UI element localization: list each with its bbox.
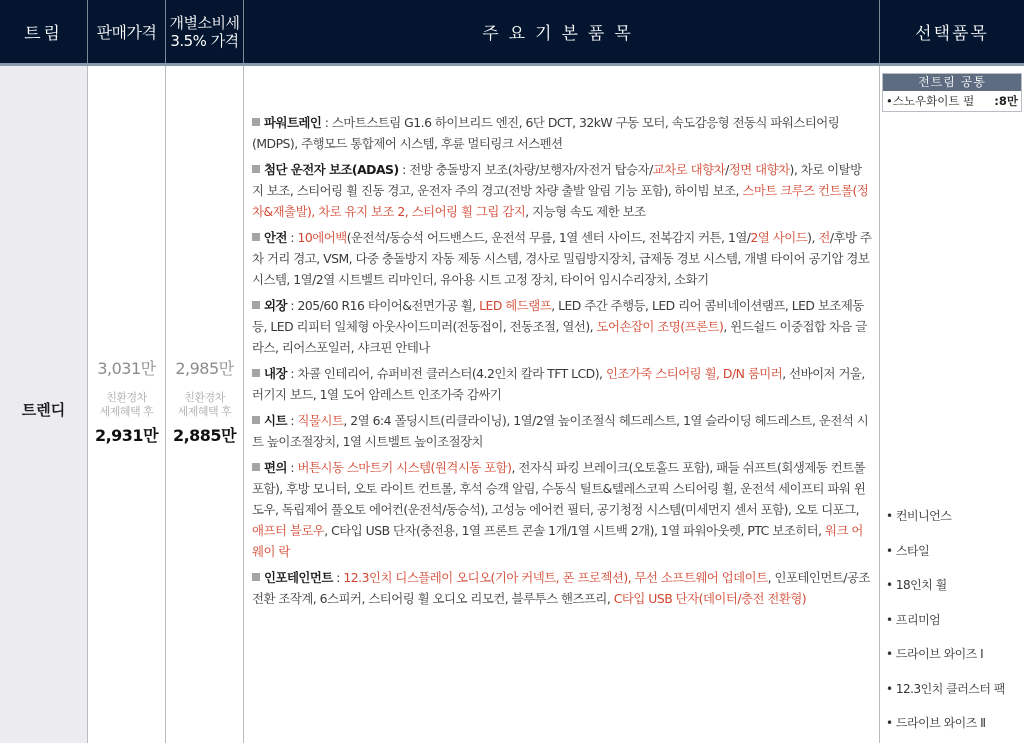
option-item-drive-wise-1: • 드라이브 와이즈 Ⅰ xyxy=(886,647,984,661)
header-options: 선택품목 xyxy=(915,24,989,44)
feature-highlight-text: 정면 대향차 xyxy=(728,162,790,177)
square-bullet-icon xyxy=(252,369,260,377)
header-tax-line2: 3.5% 가격 xyxy=(170,31,239,50)
option-list xyxy=(886,504,1022,746)
square-bullet-icon xyxy=(252,301,260,309)
header-trim: 트림 xyxy=(0,0,88,63)
feature-highlight-text: 스마트 크루즈 컨트롤(정차&재출발), 차로 유지 보조 2, 스티어링 휠 그립 감지 xyxy=(252,183,869,219)
header-price: 판매가격 xyxy=(88,0,166,63)
square-bullet-icon xyxy=(252,233,260,241)
feature-highlight-text: C타입 USB 단자(데이터/충전 전환형) xyxy=(613,591,807,606)
feature-text: 차콜 인테리어, 슈퍼비전 클러스터(4.2인치 칼라 TFT LCD), xyxy=(297,366,606,381)
feature-text: ), 차로 이탈방지 보조, 스티어링 휠 진동 경고, 운전자 주의 경고(전방 차량 출발 알림 기능 포함), 하이빔 보조, xyxy=(252,162,862,198)
price-cell xyxy=(88,66,166,743)
table-header xyxy=(0,0,1024,66)
square-bullet-icon xyxy=(252,165,260,173)
feature-item: 시트 : 직물시트, 2열 6:4 폴딩시트(리클라이닝), 1열/2열 높이조절식 헤드레스트, 1열 슬라이딩 헤드레스트, 운전석 시트 높이조절장치, 1열 시트벨트 높이조절장치 xyxy=(252,413,869,449)
trim-name: 트렌디 xyxy=(21,401,66,419)
common-option-label: •스노우화이트 펄 xyxy=(886,94,975,108)
tax-price-original: 2,985만 xyxy=(175,359,234,378)
feature-category: 인포테인먼트 xyxy=(264,570,333,585)
option-item-cluster-pack: • 12.3인치 클러스터 팩 xyxy=(886,681,1005,696)
price-note-line2: 세제혜택 후 xyxy=(99,405,154,418)
square-bullet-icon xyxy=(252,573,260,581)
feature-text: , 2열 6:4 폴딩시트(리클라이닝), 1열/2열 높이조절식 헤드레스트, 1열 슬라이딩 헤드레스트, 운전석 시트 높이조절장치, 1열 시트벨트 높이조절장치 xyxy=(252,413,869,449)
feature-text: , 인포테인먼트/공조 전환 조작계, 6스피커, 스티어링 휠 오디오 리모컨, 블루투스 핸즈프리, xyxy=(252,570,870,606)
price-original: 3,031만 xyxy=(97,359,156,378)
feature-category: 첨단 운전자 보조(ADAS) xyxy=(264,162,399,177)
tax-price-note-line2: 세제혜택 후 xyxy=(177,405,232,418)
tax-price-note xyxy=(166,391,243,419)
feature-text: , LED 주간 주행등, LED 리어 콤비네이션램프, LED 보조제동등, LED 리피터 일체형 아웃사이드미러(전동접이, 전동조절, 열선), xyxy=(252,298,864,334)
feature-highlight-text: 직물시트 xyxy=(297,413,344,428)
common-options-box xyxy=(882,73,1022,112)
option-item-style: • 스타일 xyxy=(886,543,930,558)
feature-highlight-text: 도어손잡이 조명(프론트) xyxy=(596,319,724,334)
feature-category: 내장 xyxy=(264,366,287,381)
feature-item: 내장 : 차콜 인테리어, 슈퍼비전 클러스터(4.2인치 칼라 TFT LCD), 인조가죽 스티어링 휠, D/N 룸미러, 선바이저 거울, 러기지 보드, 1열 도어 암레스트 인조가죽 감싸기 xyxy=(252,366,865,402)
feature-highlight-text: 2열 사이드 xyxy=(750,230,808,245)
feature-highlight-text: 애프터 블로우 xyxy=(252,523,325,538)
tax-price-final: 2,885만 xyxy=(172,426,237,445)
feature-text: , 전자식 파킹 브레이크(오토홀드 포함), 패들 쉬프트(회생제동 컨트롤 포함), 후방 모니터, 오토 라이트 컨트롤, 후석 승객 알림, 수동식 틸트&텔레스코픽 스티어링 휠, 운전석 세이프티 파워 윈도우, 독립제어 풀오토 에어컨(운전석/동승석), 고성능 에어컨 필터, 공기청정 시스템(미세먼지 센서 포함), 오토 디포그, xyxy=(252,460,866,517)
feature-highlight-text: 인조가죽 스티어링 휠, D/N 룸미러 xyxy=(605,366,783,381)
features-cell xyxy=(244,66,880,743)
common-options-title: 전트림 공통 xyxy=(883,74,1021,91)
feature-highlight-text: 12.3인치 디스플레이 오디오(기아 커넥트, 폰 프로젝션), 무선 소프트웨어 업데이트 xyxy=(343,570,768,585)
option-item-18inch-wheel: • 18인치 휠 xyxy=(886,578,947,592)
feature-list xyxy=(252,112,872,614)
trim-cell xyxy=(0,66,88,743)
feature-highlight-text: 10에어백 xyxy=(297,230,347,245)
price-final: 2,931만 xyxy=(94,426,159,445)
common-option-item xyxy=(883,91,1021,111)
feature-item: 인포테인먼트 : 12.3인치 디스플레이 오디오(기아 커넥트, 폰 프로젝션), 무선 소프트웨어 업데이트, 인포테인먼트/공조 전환 조작계, 6스피커, 스티어링 휠 오디오 리모컨, 블루투스 핸즈프리, C타입 USB 단자(데이터/충전 전환형) xyxy=(252,570,870,606)
feature-text: ), xyxy=(807,230,819,245)
feature-item: 첨단 운전자 보조(ADAS) : 전방 충돌방지 보조(차량/보행자/자전거 탑승자/교차로 대향차/정면 대향차), 차로 이탈방지 보조, 스티어링 휠 진동 경고, 운전자 주의 경고(전방 차량 출발 알림 기능 포함), 하이빔 보조, 스마트 크루즈 컨트롤(정차&재출발), 차로 유지 보조 2, 스티어링 휠 그립 감지, 지능형 속도 제한 보조 xyxy=(252,162,869,219)
common-option-price: :8만 xyxy=(994,94,1018,108)
feature-item: 외장 : 205/60 R16 타이어&전면가공 휠, LED 헤드램프, LED 주간 주행등, LED 리어 콤비네이션램프, LED 보조제동등, LED 리피터 일체형 아웃사이드미러(전동접이, 전동조절, 열선), 도어손잡이 조명(프론트), 윈드쉴드 이중접합 차음 글라스, 리어스포일러, 샤크핀 안테나 xyxy=(252,298,867,355)
feature-highlight-text: 교차로 대향차 xyxy=(652,162,726,177)
square-bullet-icon xyxy=(252,416,260,424)
square-bullet-icon xyxy=(252,463,260,471)
option-item-premium: • 프리미엄 xyxy=(886,612,941,627)
feature-text: (운전석/동승석 어드밴스드, 운전석 무릎, 1열 센터 사이드, 전복감지 커튼, 1열/ xyxy=(346,230,751,245)
feature-item: 편의 : 버튼시동 스마트키 시스템(원격시동 포함), 전자식 파킹 브레이크(오토홀드 포함), 패들 쉬프트(회생제동 컨트롤 포함), 후방 모니터, 오토 라이트 컨트롤, 후석 승객 알림, 수동식 틸트&텔레스코픽 스티어링 휠, 운전석 세이프티 파워 윈도우, 독립제어 풀오토 에어컨(운전석/동승석), 고성능 에어컨 필터, 공기청정 시스템(미세먼지 센서 포함), 오토 디포그, 애프터 블로우, C타입 USB 단자(충전용, 1열 프론트 콘솔 1개/1열 시트백 2개), 1열 파워아웃렛, PTC 보조히터, 워크 어웨이 락 xyxy=(252,460,866,559)
square-bullet-icon xyxy=(252,118,260,126)
feature-highlight-text: 버튼시동 스마트키 시스템(원격시동 포함) xyxy=(297,460,512,475)
feature-text: 전방 충돌방지 보조(차량/보행자/자전거 탑승자/ xyxy=(409,162,653,177)
price-note xyxy=(88,391,165,419)
header-main-features: 주요기본품목 xyxy=(244,0,880,63)
tax-price-cell xyxy=(166,66,244,743)
feature-highlight-text: LED 헤드램프 xyxy=(479,298,552,313)
feature-text: , 윈드쉴드 이중접합 차음 글라스, 리어스포일러, 샤크핀 안테나 xyxy=(252,319,867,355)
feature-text: 스마트스트림 G1.6 하이브리드 엔진, 6단 DCT, 32kW 구동 모터, 속도감응형 전동식 파워스티어링(MDPS), 주행모드 통합제어 시스템, 후륜 멀티링크 서스펜션 xyxy=(252,115,840,151)
feature-highlight-text: 전 xyxy=(818,230,830,245)
price-note-line1: 친환경차 xyxy=(106,391,147,404)
header-tax-price xyxy=(166,0,244,63)
feature-category: 외장 xyxy=(264,298,287,313)
feature-text: , 선바이저 거울, 러기지 보드, 1열 도어 암레스트 인조가죽 감싸기 xyxy=(252,366,865,402)
options-cell xyxy=(880,66,1024,743)
feature-text: , C타입 USB 단자(충전용, 1열 프론트 콘솔 1개/1열 시트백 2개), 1열 파워아웃렛, PTC 보조히터, xyxy=(324,523,826,538)
feature-item: 안전 : 10에어백(운전석/동승석 어드밴스드, 운전석 무릎, 1열 센터 사이드, 전복감지 커튼, 1열/2열 사이드), 전/후방 주차 거리 경고, VSM, 다중 충돌방지 자동 제동 시스템, 경사로 밀림방지장치, 급제동 경보 시스템, 개별 타이어 공기압 경보 시스템, 1열/2열 시트벨트 리마인더, 유아용 시트 고정 장치, 타이어 임시수리장치, 소화기 xyxy=(252,230,872,287)
header-tax-line1: 개별소비세 xyxy=(169,13,240,32)
feature-text: , 지능형 속도 제한 보조 xyxy=(525,204,646,219)
feature-text: /후방 주차 거리 경고, VSM, 다중 충돌방지 자동 제동 시스템, 경사로 밀림방지장치, 급제동 경보 시스템, 개별 타이어 공기압 경보 시스템, 1열/2열 시트벨트 리마인더, 유아용 시트 고정 장치, 타이어 임시수리장치, 소화기 xyxy=(252,230,872,287)
option-item-convenience: • 컨비니언스 xyxy=(886,509,952,523)
option-item-drive-wise-2: • 드라이브 와이즈 Ⅱ xyxy=(886,716,986,730)
feature-highlight-text: 워크 어웨이 락 xyxy=(252,523,863,559)
feature-item: 파워트레인 : 스마트스트림 G1.6 하이브리드 엔진, 6단 DCT, 32kW 구동 모터, 속도감응형 전동식 파워스티어링(MDPS), 주행모드 통합제어 시스템, 후륜 멀티링크 서스펜션 xyxy=(252,115,840,151)
feature-text: / xyxy=(725,162,729,177)
feature-category: 편의 xyxy=(264,460,287,475)
tax-price-note-line1: 친환경차 xyxy=(184,391,225,404)
feature-category: 파워트레인 xyxy=(264,115,322,130)
feature-category: 시트 xyxy=(264,413,287,428)
feature-text: 205/60 R16 타이어&전면가공 휠, xyxy=(297,298,480,313)
feature-category: 안전 xyxy=(264,230,287,245)
